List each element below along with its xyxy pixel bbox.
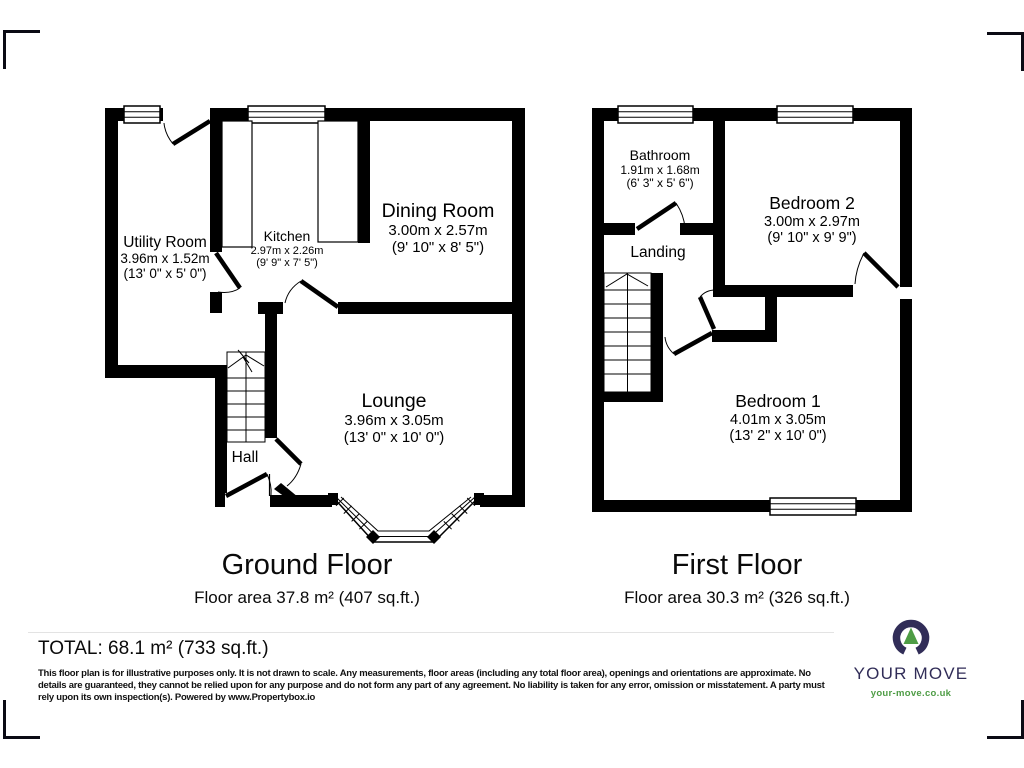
your-move-logo	[851, 611, 971, 699]
ff-window-bedroom2	[777, 106, 853, 123]
divider-line	[28, 632, 834, 633]
logo-url: your-move.co.uk	[870, 688, 952, 699]
room-label-bedroom1: Bedroom 1 4.01m x 3.05m (13' 2" x 10' 0")	[729, 391, 827, 444]
ff-stairs	[604, 273, 651, 392]
disclaimer-text: This floor plan is for illustrative purposes only. It is not drawn to scale. Any measurements, floor areas (including any total floor area), openings and orientations are approximate. No details are guaranteed, they cannot be relied upon for any purpose and do not form any part of any agreement. No liability is taken for any error, omission or misstatement. A party must rely upon its own inspection(s). Powered by www.Propertybox.io	[38, 668, 825, 703]
room-label-kitchen: Kitchen 2.97m x 2.26m (9' 9" x 7' 5")	[250, 228, 324, 269]
logo-tree-icon	[904, 628, 919, 645]
first-floor-title: First Floor Floor area 30.3 m² (326 sq.ft.)	[624, 549, 850, 607]
gf-utility-door	[216, 253, 240, 293]
gf-back-door	[164, 121, 210, 144]
logo-brand-text: YOUR MOVE	[853, 664, 969, 683]
total-area: TOTAL: 68.1 m² (733 sq.ft.)	[38, 638, 269, 659]
ff-window-bedroom1	[770, 498, 856, 515]
room-label-hall: Hall	[231, 449, 259, 466]
gf-hall-lounge-door	[276, 439, 301, 486]
room-label-utility: Utility Room 3.96m x 1.52m (13' 0" x 5' 0")	[120, 234, 210, 282]
ff-window-bathroom	[618, 106, 693, 123]
ff-bedroom2-door	[855, 253, 898, 287]
gf-stairs	[227, 350, 265, 442]
ff-door-notch	[900, 287, 912, 299]
room-label-bathroom: Bathroom 1.91m x 1.68m (6' 3" x 5' 6")	[620, 147, 700, 191]
gf-window-utility	[124, 106, 160, 123]
ground-floor-title: Ground Floor Floor area 37.8 m² (407 sq.ft.)	[194, 549, 420, 607]
room-label-landing: Landing	[630, 244, 686, 261]
room-label-lounge: Lounge 3.96m x 3.05m (13' 0" x 10' 0")	[343, 390, 445, 446]
gf-kitchen-lounge-door	[285, 281, 338, 307]
room-label-dining: Dining Room 3.00m x 2.57m (9' 10" x 8' 5")	[381, 200, 495, 256]
your-move-logo-icon	[851, 611, 971, 657]
ground-floor-plan	[105, 106, 525, 544]
ff-bathroom-door	[637, 203, 685, 229]
ff-bedroom1-door	[665, 333, 712, 354]
ff-landing-door	[700, 290, 715, 329]
gf-front-door	[226, 474, 271, 496]
room-label-bedroom2: Bedroom 2 3.00m x 2.97m (9' 10" x 9' 9")	[764, 193, 860, 246]
gf-walls	[105, 108, 525, 507]
gf-window-kitchen	[248, 106, 325, 123]
